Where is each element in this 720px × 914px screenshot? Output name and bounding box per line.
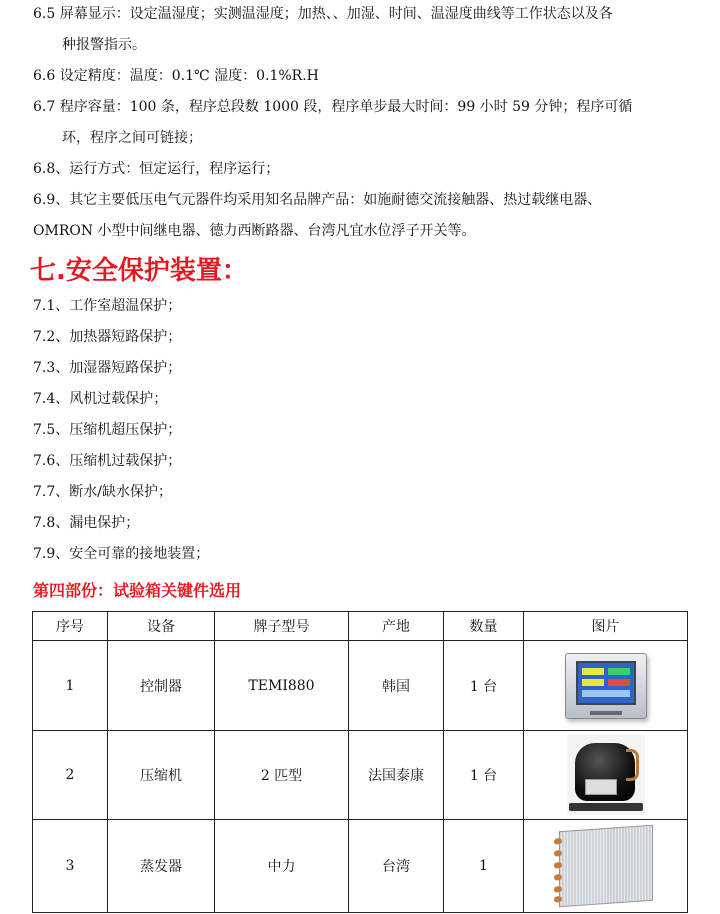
safety-item-7-8: 7.8、漏电保护； [33,515,140,531]
header-image: 图片 [524,612,688,641]
safety-item-7-3: 7.3、加湿器短路保护； [33,360,182,376]
cell-no: 2 [33,731,108,820]
spec-line-6-7: 6.7 程序容量：100 条，程序总段数 1000 段，程序单步最大时间：99 小时 59 分钟；程序可循 [33,99,633,115]
cell-qty: 1 [444,820,524,913]
safety-item-7-4: 7.4、风机过载保护； [33,391,168,407]
cell-image [524,641,688,731]
safety-item-7-6: 7.6、压缩机过载保护； [33,453,182,469]
table-row [33,820,688,913]
cell-model: TEMI880 [215,641,349,731]
cell-origin: 韩国 [349,641,444,731]
safety-item-7-1: 7.1、工作室超温保护； [33,298,182,314]
cell-origin: 台湾 [349,820,444,913]
section-7-heading: 七.安全保护装置： [30,256,248,286]
part-4-heading: 第四部份：试验箱关键件选用 [33,581,242,600]
safety-item-7-9: 7.9、安全可靠的接地装置； [33,546,210,562]
cell-model: 中力 [215,820,349,913]
compressor-image [567,735,645,815]
evaporator-image [559,825,653,908]
spec-line-6-5-cont: 种报警指示。 [62,37,146,53]
header-device: 设备 [108,612,215,641]
cell-no: 1 [33,641,108,731]
safety-item-7-7: 7.7、断水/缺水保护； [33,484,172,500]
cell-device: 蒸发器 [108,820,215,913]
cell-qty: 1 台 [444,641,524,731]
controller-image [565,653,647,719]
safety-item-7-5: 7.5、压缩机超压保护； [33,422,182,438]
cell-image [524,731,688,820]
table-row [33,731,688,820]
table-row [33,641,688,731]
table-header-row [33,612,688,641]
spec-line-6-8: 6.8、运行方式：恒定运行，程序运行； [33,161,280,177]
cell-image [524,820,688,913]
header-origin: 产地 [349,612,444,641]
cell-device: 压缩机 [108,731,215,820]
spec-line-6-9: 6.9、其它主要低压电气元器件均采用知名品牌产品：如施耐德交流接触器、热过载继电器、 [33,192,602,208]
cell-origin: 法国泰康 [349,731,444,820]
cell-no: 3 [33,820,108,913]
cell-model: 2 匹型 [215,731,349,820]
safety-item-7-2: 7.2、加热器短路保护； [33,329,182,345]
header-model: 牌子型号 [215,612,349,641]
key-components-table [32,611,688,913]
spec-line-6-7-cont: 环，程序之间可链接； [62,130,202,146]
cell-qty: 1 台 [444,731,524,820]
spec-line-6-9-cont: OMRON 小型中间继电器、德力西断路器、台湾凡宜水位浮子开关等。 [33,223,476,239]
header-no: 序号 [33,612,108,641]
header-qty: 数量 [444,612,524,641]
cell-device: 控制器 [108,641,215,731]
spec-line-6-6: 6.6 设定精度：温度：0.1℃ 湿度：0.1%R.H [33,68,319,84]
spec-line-6-5: 6.5 屏幕显示：设定温湿度；实测温湿度；加热、、加湿、时间、温湿度曲线等工作状态以及各 [33,6,613,22]
